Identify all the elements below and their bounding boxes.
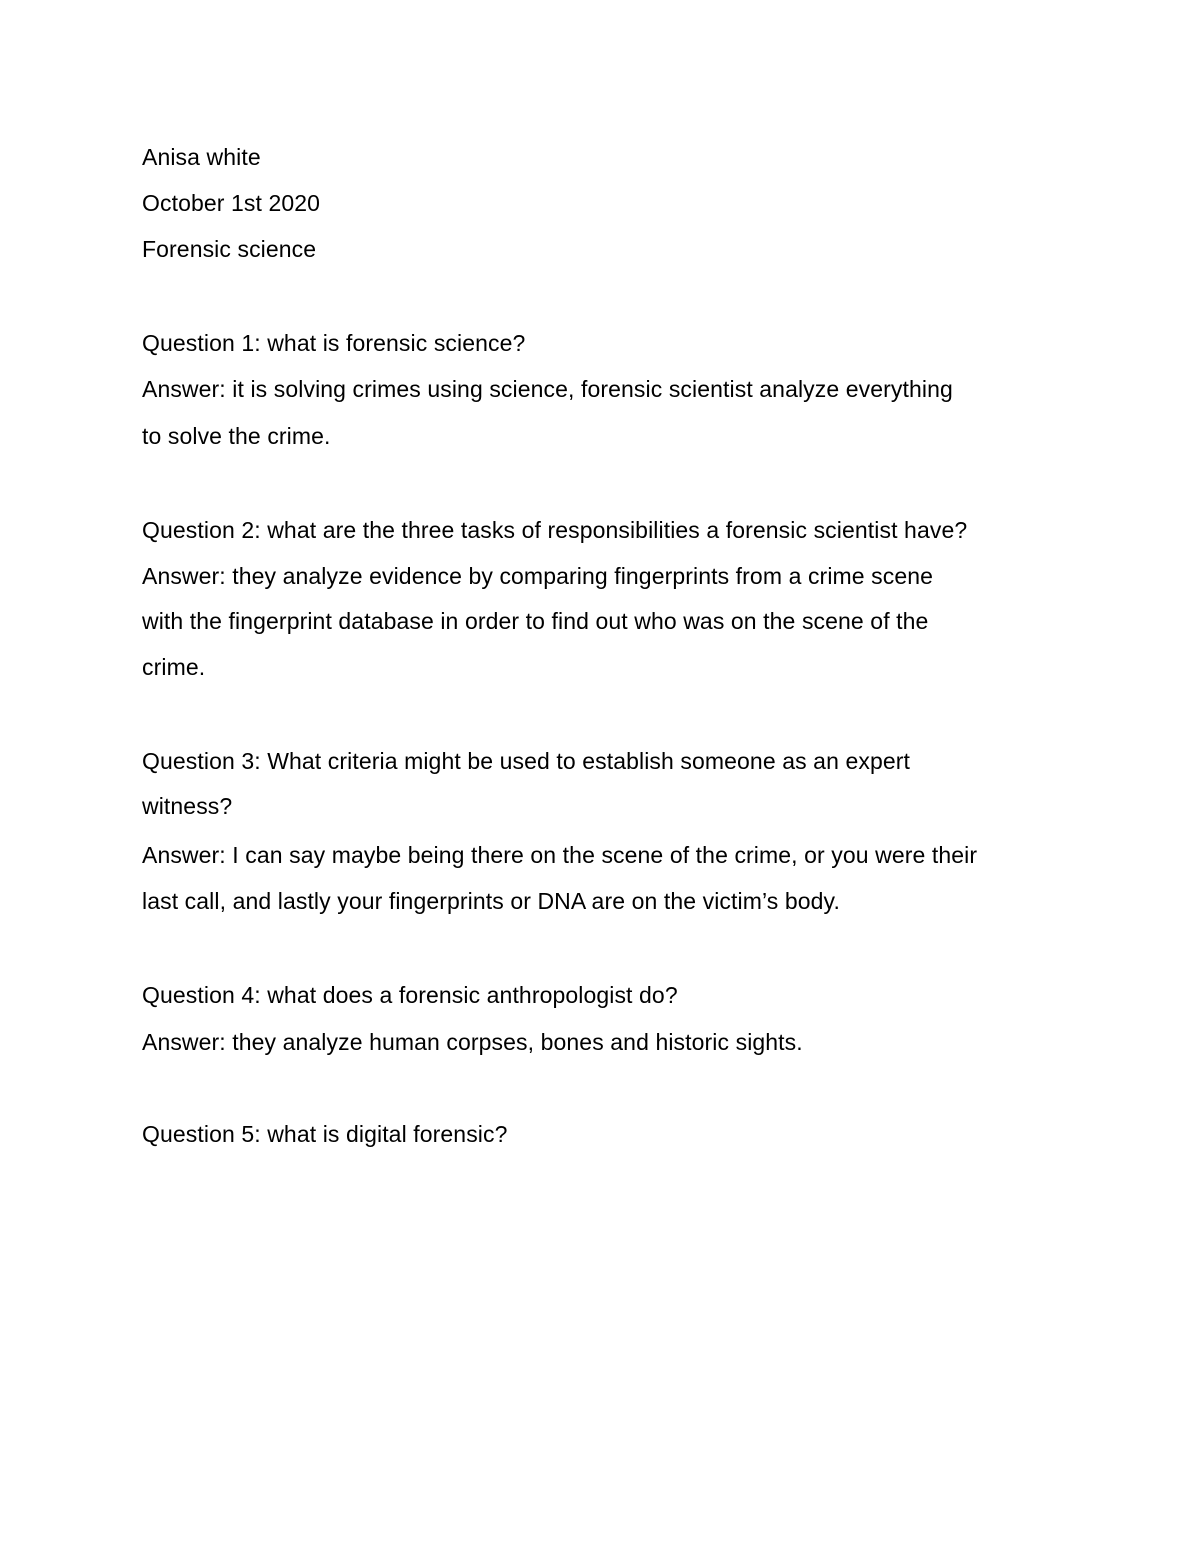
question-2: Question 2: what are the three tasks of responsibilities a forensic scientist have?: [142, 517, 968, 543]
question-1: Question 1: what is forensic science?: [142, 330, 526, 356]
question-3-line-2: witness?: [142, 793, 233, 819]
answer-1-line-1: Answer: it is solving crimes using science, forensic scientist analyze everything: [142, 376, 953, 402]
answer-1-line-2: to solve the crime.: [142, 423, 331, 449]
answer-2-line-3: crime.: [142, 654, 206, 680]
answer-2-line-1: Answer: they analyze evidence by comparing fingerprints from a crime scene: [142, 563, 934, 589]
question-5: Question 5: what is digital forensic?: [142, 1121, 508, 1147]
answer-3-line-2: last call, and lastly your fingerprints or DNA are on the victim’s body.: [142, 888, 840, 914]
question-4: Question 4: what does a forensic anthropologist do?: [142, 982, 678, 1008]
document-date: October 1st 2020: [142, 190, 321, 216]
document-subject: Forensic science: [142, 236, 317, 262]
answer-2-line-2: with the fingerprint database in order to find out who was on the scene of the: [142, 608, 929, 634]
author-name: Anisa white: [142, 144, 261, 170]
answer-3-line-1: Answer: I can say maybe being there on the scene of the crime, or you were their: [142, 842, 978, 868]
answer-4-line-1: Answer: they analyze human corpses, bones and historic sights.: [142, 1029, 803, 1055]
question-3-line-1: Question 3: What criteria might be used to establish someone as an expert: [142, 748, 910, 774]
